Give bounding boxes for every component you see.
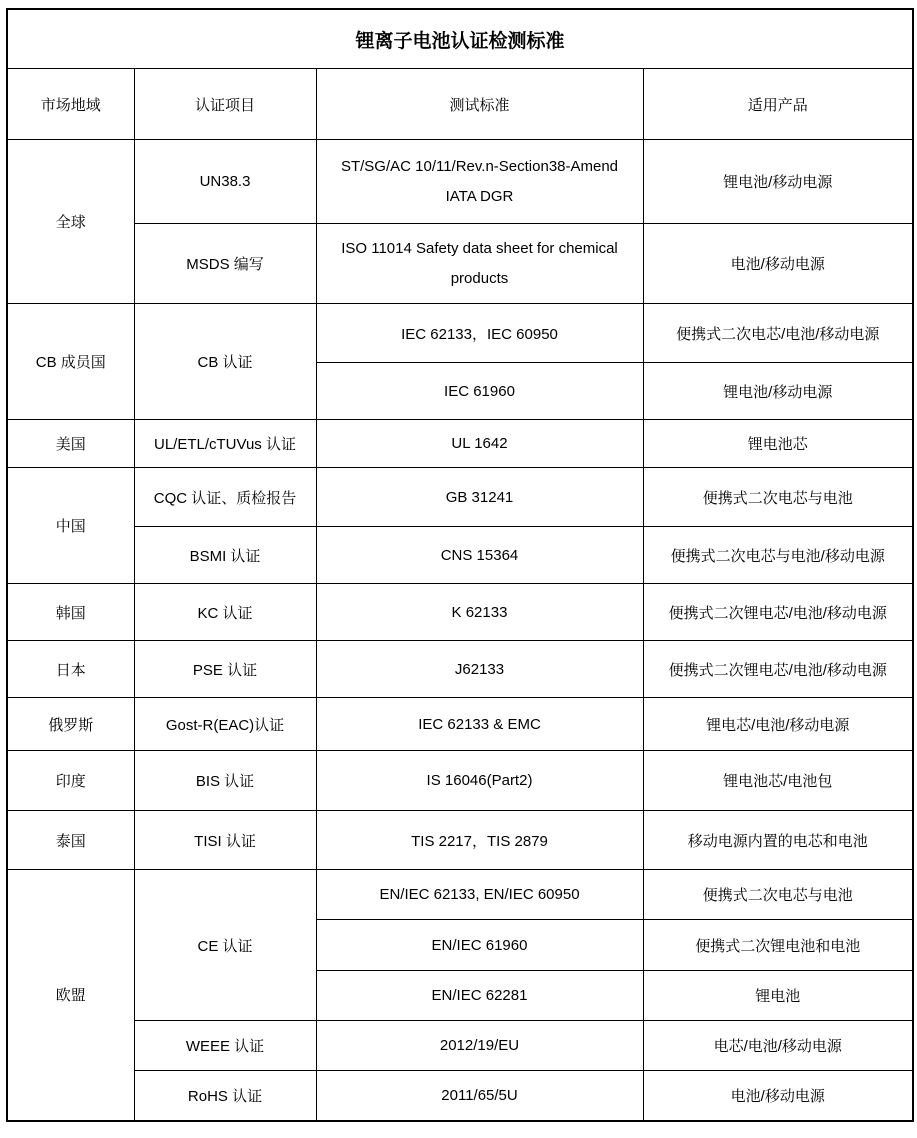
product-cell: 便携式二次电芯与电池 bbox=[643, 468, 913, 527]
region-cell: 日本 bbox=[7, 641, 134, 698]
standard-cell: TIS 2217，TIS 2879 bbox=[316, 811, 643, 870]
certification-standards-table bbox=[6, 8, 914, 1122]
cert-cell: UN38.3 bbox=[134, 140, 316, 224]
cert-cell: MSDS 编写 bbox=[134, 224, 316, 304]
region-cell: 韩国 bbox=[7, 584, 134, 641]
cert-cell: RoHS 认证 bbox=[134, 1071, 316, 1121]
product-cell: 便携式二次电芯与电池/移动电源 bbox=[643, 527, 913, 584]
region-cell: 俄罗斯 bbox=[7, 698, 134, 751]
table-row bbox=[7, 698, 913, 751]
column-header-product: 适用产品 bbox=[643, 69, 913, 140]
standard-line: products bbox=[450, 269, 509, 287]
standard-cell: GB 31241 bbox=[316, 468, 643, 527]
table-row bbox=[7, 1021, 913, 1071]
cert-cell: PSE 认证 bbox=[134, 641, 316, 698]
region-cell: 印度 bbox=[7, 751, 134, 811]
standard-line: ST/SG/AC 10/11/Rev.n-Section38-Amend bbox=[340, 157, 619, 175]
cert-cell: TISI 认证 bbox=[134, 811, 316, 870]
region-cell: 欧盟 bbox=[7, 870, 134, 1121]
cert-cell: CE 认证 bbox=[134, 870, 316, 1021]
product-cell: 锂电池/移动电源 bbox=[643, 363, 913, 420]
region-cell: CB 成员国 bbox=[7, 304, 134, 420]
standard-cell: K 62133 bbox=[316, 584, 643, 641]
region-cell: 全球 bbox=[7, 140, 134, 304]
product-cell: 便携式二次锂电芯/电池/移动电源 bbox=[643, 641, 913, 698]
product-cell: 锂电芯/电池/移动电源 bbox=[643, 698, 913, 751]
standard-cell: IS 16046(Part2) bbox=[316, 751, 643, 811]
table-row bbox=[7, 527, 913, 584]
cert-cell: CQC 认证、质检报告 bbox=[134, 468, 316, 527]
cert-cell: BIS 认证 bbox=[134, 751, 316, 811]
table-row bbox=[7, 811, 913, 870]
table-header-row bbox=[7, 69, 913, 140]
standard-cell: UL 1642 bbox=[316, 420, 643, 468]
standard-cell: IEC 62133，IEC 60950 bbox=[316, 304, 643, 363]
standard-cell: 2012/19/EU bbox=[316, 1021, 643, 1071]
product-cell: 移动电源内置的电芯和电池 bbox=[643, 811, 913, 870]
cert-cell: BSMI 认证 bbox=[134, 527, 316, 584]
product-cell: 锂电池/移动电源 bbox=[643, 140, 913, 224]
cert-cell: CB 认证 bbox=[134, 304, 316, 420]
standard-cell: CNS 15364 bbox=[316, 527, 643, 584]
table-row bbox=[7, 641, 913, 698]
standard-cell: IEC 61960 bbox=[316, 363, 643, 420]
table-title: 锂离子电池认证检测标准 bbox=[7, 9, 913, 69]
table-row bbox=[7, 468, 913, 527]
standard-cell: J62133 bbox=[316, 641, 643, 698]
standard-cell: EN/IEC 62133, EN/IEC 60950 bbox=[316, 870, 643, 920]
product-cell: 锂电池芯 bbox=[643, 420, 913, 468]
region-cell: 美国 bbox=[7, 420, 134, 468]
standard-cell bbox=[316, 224, 643, 304]
standard-line: ISO 11014 Safety data sheet for chemical bbox=[341, 239, 618, 257]
product-cell: 锂电池 bbox=[643, 971, 913, 1021]
standard-cell: EN/IEC 61960 bbox=[316, 920, 643, 971]
column-header-standard: 测试标准 bbox=[316, 69, 643, 140]
standard-cell: IEC 62133 & EMC bbox=[316, 698, 643, 751]
cert-cell: WEEE 认证 bbox=[134, 1021, 316, 1071]
product-cell: 锂电池芯/电池包 bbox=[643, 751, 913, 811]
cert-cell: KC 认证 bbox=[134, 584, 316, 641]
product-cell: 便携式二次电芯/电池/移动电源 bbox=[643, 304, 913, 363]
standard-cell bbox=[316, 140, 643, 224]
table-row bbox=[7, 140, 913, 224]
table-row bbox=[7, 224, 913, 304]
product-cell: 电池/移动电源 bbox=[643, 224, 913, 304]
product-cell: 电池/移动电源 bbox=[643, 1071, 913, 1121]
table-row bbox=[7, 304, 913, 363]
region-cell: 中国 bbox=[7, 468, 134, 584]
standard-line: IATA DGR bbox=[445, 187, 514, 205]
cert-cell: UL/ETL/cTUVus 认证 bbox=[134, 420, 316, 468]
table-row bbox=[7, 420, 913, 468]
product-cell: 便携式二次锂电芯/电池/移动电源 bbox=[643, 584, 913, 641]
standard-cell: EN/IEC 62281 bbox=[316, 971, 643, 1021]
product-cell: 电芯/电池/移动电源 bbox=[643, 1021, 913, 1071]
product-cell: 便携式二次锂电池和电池 bbox=[643, 920, 913, 971]
region-cell: 泰国 bbox=[7, 811, 134, 870]
table-row bbox=[7, 751, 913, 811]
column-header-certification: 认证项目 bbox=[134, 69, 316, 140]
table-row bbox=[7, 1071, 913, 1121]
standard-cell: 2011/65/5U bbox=[316, 1071, 643, 1121]
table-row bbox=[7, 584, 913, 641]
table-title-row bbox=[7, 9, 913, 69]
column-header-region: 市场地域 bbox=[7, 69, 134, 140]
product-cell: 便携式二次电芯与电池 bbox=[643, 870, 913, 920]
table-row bbox=[7, 870, 913, 920]
cert-cell: Gost-R(EAC)认证 bbox=[134, 698, 316, 751]
